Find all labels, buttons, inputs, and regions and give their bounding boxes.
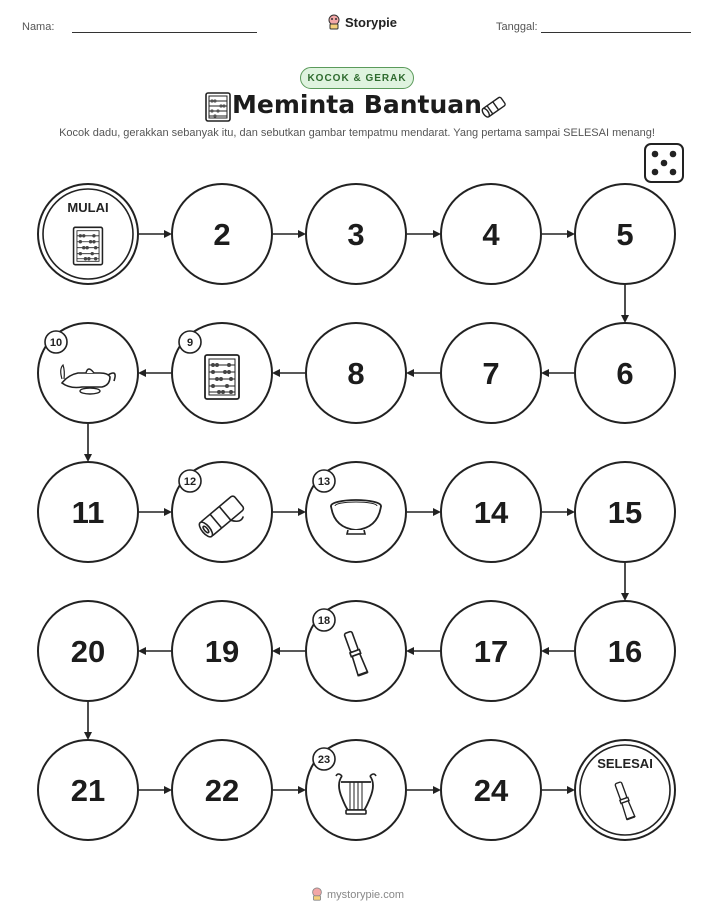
date-label: Tanggal: [496,21,538,33]
board-space[interactable] [306,740,406,840]
space-number: 13 [317,476,331,488]
space-number: 10 [49,337,63,349]
board-space[interactable] [306,323,406,423]
board-space[interactable] [306,184,406,284]
board-space[interactable] [38,323,138,423]
space-number: 4 [482,217,500,252]
space-number: 7 [482,356,500,391]
board-space[interactable] [575,601,675,701]
space-number: 18 [317,615,331,627]
footer-url: mystorypie.com [326,889,405,901]
space-number: 15 [607,495,643,530]
board-space[interactable] [441,323,541,423]
space-number: 23 [317,754,331,766]
board-space[interactable] [441,740,541,840]
instructions: Kocok dadu, gerakkan sebanyak itu, dan sebutkan gambar tempatmu mendarat. Yang pertama sampai SELESAI menang! [59,127,655,139]
board-space[interactable] [38,740,138,840]
space-number: 20 [70,634,106,669]
space-number: 2 [213,217,231,252]
space-number: 17 [473,634,509,669]
space-number: 24 [473,773,509,808]
board-space[interactable] [172,462,272,562]
space-number: 22 [204,773,240,808]
board-space[interactable] [575,462,675,562]
space-number: 16 [607,634,643,669]
board-space[interactable] [38,462,138,562]
space-number: 9 [186,337,194,349]
board-space[interactable] [172,740,272,840]
space-number: 21 [70,773,106,808]
board-space[interactable] [172,323,272,423]
space-number: 14 [473,495,509,530]
space-number: 11 [71,495,105,530]
board-space[interactable] [172,601,272,701]
start-label: MULAI [67,200,109,215]
abacus-icon [74,227,103,264]
space-number: 3 [347,217,365,252]
board-space[interactable] [172,184,272,284]
board-space[interactable] [575,184,675,284]
board-space[interactable] [575,323,675,423]
board-space[interactable] [441,184,541,284]
space-number: 8 [347,356,365,391]
footer [0,887,714,901]
space-number: 19 [204,634,240,669]
space-number: 6 [616,356,634,391]
page-title: Meminta Bantuan [232,90,482,119]
pie-mascot-icon [310,887,324,901]
board-space[interactable] [306,462,406,562]
name-label: Nama: [22,21,55,33]
space-number: 12 [183,476,197,488]
board-space[interactable] [441,462,541,562]
finish-label: SELESAI [597,756,653,771]
start-space[interactable] [38,184,138,284]
activity-badge: KOCOK & GERAK [300,67,414,89]
board-space[interactable] [38,601,138,701]
abacus-icon [205,355,239,399]
brand-name: Storypie [345,14,398,30]
board-space[interactable] [306,601,406,701]
space-number: 5 [616,217,634,252]
board-space[interactable] [441,601,541,701]
finish-space[interactable] [575,740,675,840]
